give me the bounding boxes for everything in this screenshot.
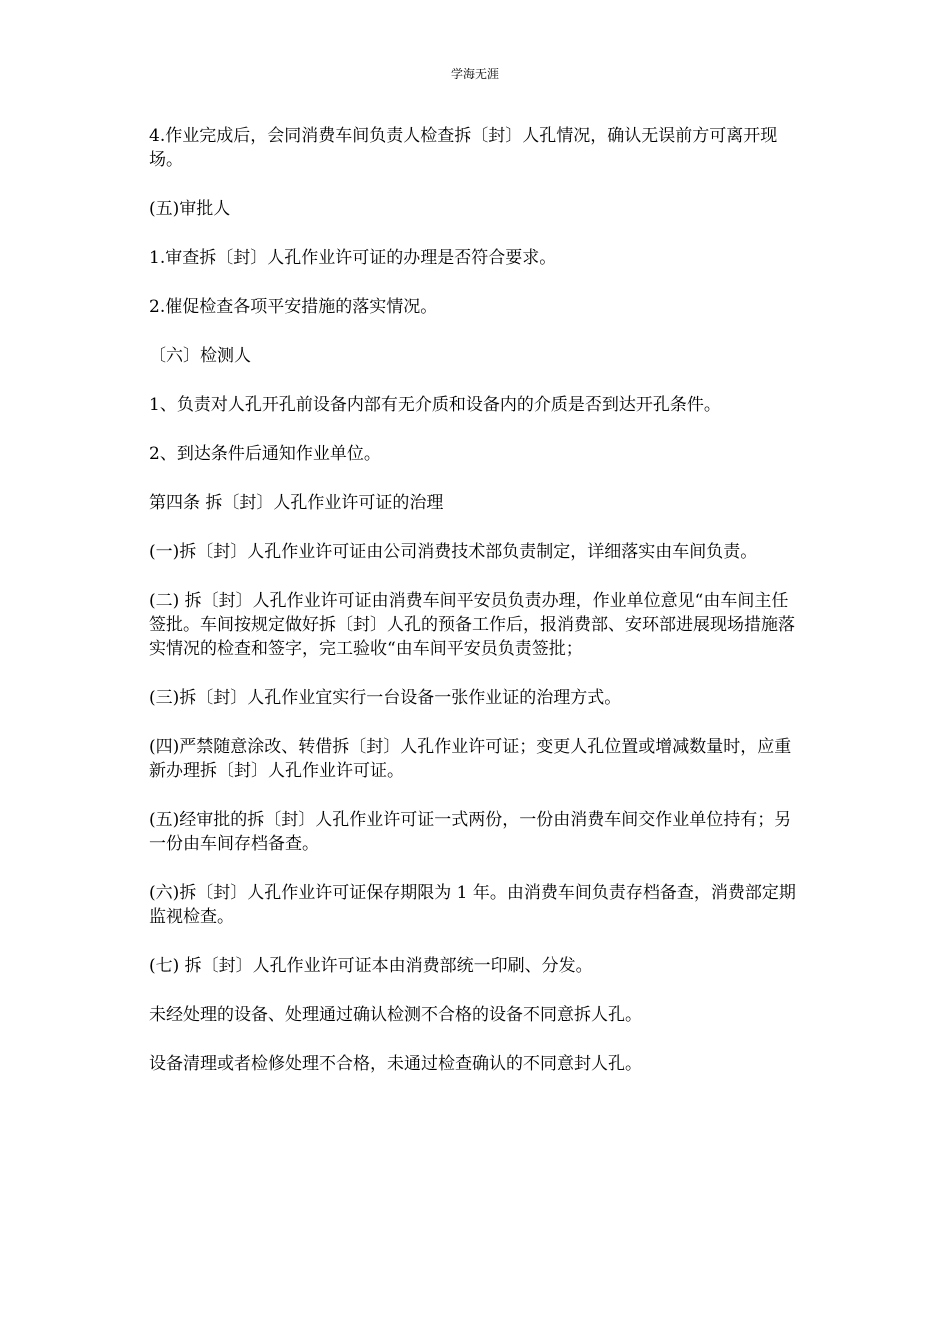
paragraph-management-3: (三)拆〔封〕人孔作业宜实行一台设备一张作业证的治理方式。 [149,688,622,708]
paragraph-management-7: (七) 拆〔封〕人孔作业许可证本由消费部统一印刷、分发。 [149,956,593,976]
paragraph-inspector-1: 1、负责对人孔开孔前设备内部有无介质和设备内的介质是否到达开孔条件。 [149,395,721,415]
paragraph-management-2: (二) 拆〔封〕人孔作业许可证由消费车间平安员负责办理，作业单位意见“由车间主任签批。车间按规定做好拆〔封〕人孔的预备工作后，报消费部、安环部进展现场措施落实情况的检查和签字，完工验收“由车间平安员负责签批； [149,591,795,659]
document-body [149,124,801,1101]
paragraph-approver-2: 2.催促检查各项平安措施的落实情况。 [149,297,438,317]
paragraph-management-4: (四)严禁随意涂改、转借拆〔封〕人孔作业许可证；变更人孔位置或增减数量时，应重新办理拆〔封〕人孔作业许可证。 [149,737,792,781]
section-heading-inspector: 〔六〕检测人 [149,346,251,366]
paragraph-item-4: 4.作业完成后，会同消费车间负责人检查拆〔封〕人孔情况，确认无误前方可离开现场。 [149,126,778,170]
paragraph-rule-unseal: 未经处理的设备、处理通过确认检测不合格的设备不同意拆人孔。 [149,1005,642,1025]
paragraph-management-1: (一)拆〔封〕人孔作业许可证由公司消费技术部负责制定，详细落实由车间负责。 [149,542,758,562]
page-header: 学海无涯 [450,67,499,81]
article-heading-4: 第四条 拆〔封〕人孔作业许可证的治理 [149,493,444,513]
section-heading-approver: (五)审批人 [149,199,231,219]
paragraph-rule-seal: 设备清理或者检修处理不合格，未通过检查确认的不同意封人孔。 [149,1054,642,1074]
paragraph-management-5: (五)经审批的拆〔封〕人孔作业许可证一式两份，一份由消费车间交作业单位持有；另一份由车间存档备查。 [149,810,792,854]
paragraph-management-6: (六)拆〔封〕人孔作业许可证保存期限为 1 年。由消费车间负责存档备查，消费部定期监视检查。 [149,883,796,927]
paragraph-inspector-2: 2、到达条件后通知作业单位。 [149,444,381,464]
paragraph-approver-1: 1.审查拆〔封〕人孔作业许可证的办理是否符合要求。 [149,248,557,268]
